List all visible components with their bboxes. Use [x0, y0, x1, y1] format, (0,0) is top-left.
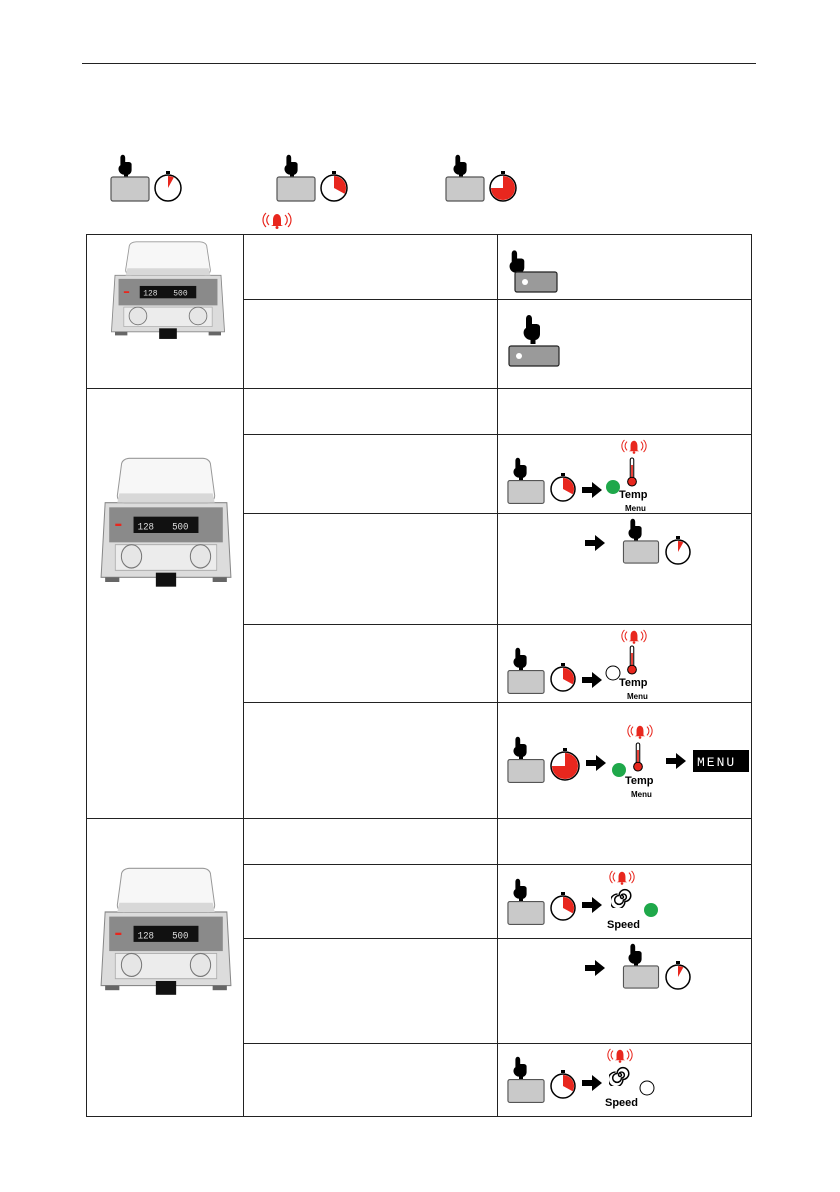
device-display-right: 500 — [172, 520, 189, 533]
arrow-icon — [585, 535, 605, 551]
timer-icon — [551, 663, 575, 691]
arrow-icon — [582, 672, 602, 688]
device-display-right: 500 — [173, 289, 188, 299]
temp-label: Temp — [625, 775, 654, 787]
menu-label: Menu — [631, 790, 652, 799]
medium-press-icon — [276, 150, 356, 206]
temp-menu-enter-sequence — [507, 437, 697, 513]
device-display-left: 128 — [137, 520, 155, 533]
speed-label: Speed — [607, 919, 641, 931]
alarm-icon — [610, 871, 634, 885]
hotplate-device-image — [95, 866, 237, 1004]
hotplate-device-image — [95, 456, 237, 596]
alarm-icon — [622, 630, 646, 644]
alarm-icon — [262, 210, 292, 230]
temp-label: Temp — [619, 489, 648, 501]
arrow-icon — [586, 755, 606, 771]
menu-label: Menu — [627, 692, 648, 701]
device-display-left: 128 — [143, 289, 158, 299]
speed-spiral-icon — [610, 890, 631, 909]
short-press-sequence — [584, 941, 694, 991]
thermometer-icon — [628, 458, 637, 486]
arrow-icon — [666, 753, 686, 769]
green-indicator — [644, 903, 658, 917]
arrow-icon — [585, 960, 605, 976]
timer-icon — [551, 748, 579, 780]
release-button-icon — [505, 312, 565, 372]
short-press-sequence — [584, 516, 694, 566]
empty-indicator — [606, 666, 620, 680]
device-display-left: 128 — [137, 929, 155, 942]
device-display-right: 500 — [172, 929, 189, 942]
timer-icon — [666, 961, 690, 989]
speed-label: Speed — [605, 1097, 639, 1109]
arrow-icon — [582, 1075, 602, 1091]
timer-icon — [551, 473, 575, 501]
alarm-icon — [622, 440, 646, 454]
green-indicator — [606, 480, 620, 494]
press-button-icon — [505, 246, 565, 294]
thermometer-icon — [628, 646, 637, 674]
speed-spiral-icon — [608, 1068, 629, 1087]
menu-display-sequence — [507, 712, 753, 804]
temp-menu-exit-sequence — [507, 627, 697, 703]
timer-icon — [490, 171, 516, 201]
short-press-icon — [110, 150, 190, 206]
menu-display-text: MENU — [697, 755, 737, 770]
speed-menu-exit-sequence — [507, 1046, 697, 1112]
arrow-icon — [582, 482, 602, 498]
timer-icon — [551, 1070, 575, 1098]
timer-icon — [321, 171, 347, 201]
hotplate-device-image — [106, 240, 230, 346]
timer-icon — [666, 536, 690, 564]
alarm-icon — [608, 1049, 632, 1063]
long-press-icon — [445, 150, 525, 206]
speed-menu-enter-sequence — [507, 868, 697, 934]
green-indicator — [612, 763, 626, 777]
thermometer-icon — [634, 743, 643, 771]
header-rule — [82, 63, 756, 64]
alarm-icon — [628, 725, 652, 739]
empty-indicator — [640, 1081, 654, 1095]
timer-icon — [155, 171, 181, 201]
timer-icon — [551, 892, 575, 920]
temp-label: Temp — [619, 677, 648, 689]
menu-label: Menu — [625, 504, 646, 513]
arrow-icon — [582, 897, 602, 913]
